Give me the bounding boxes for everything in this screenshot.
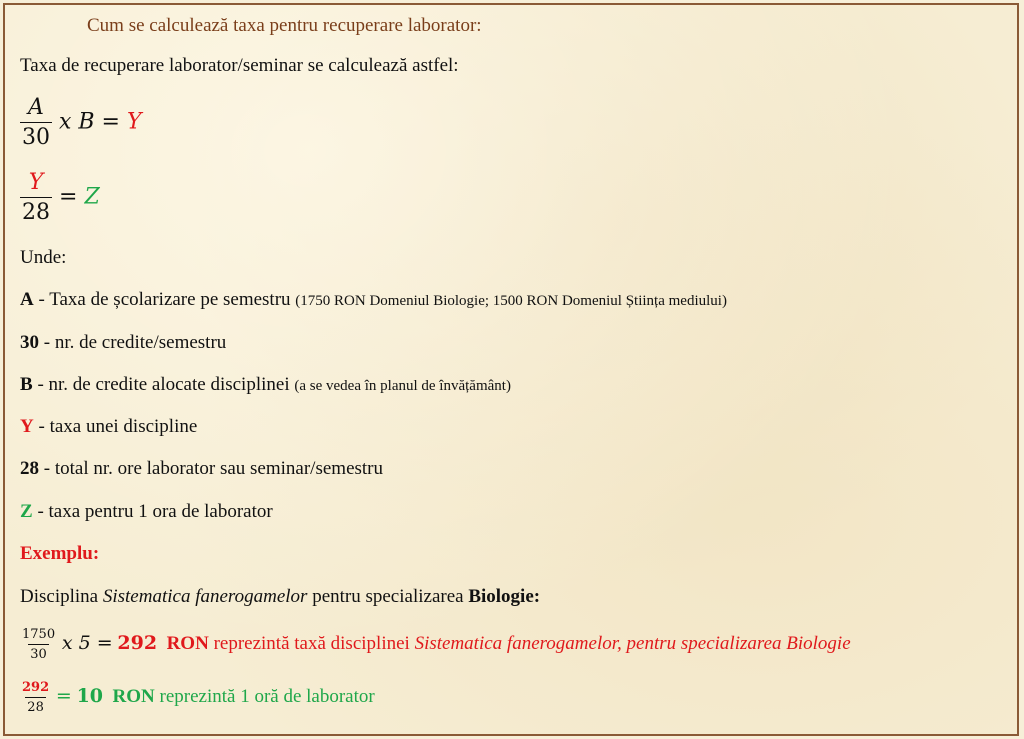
- definition-sep: -: [32, 501, 49, 522]
- fraction-denominator: 30: [20, 122, 52, 150]
- calc-unit: RON: [112, 685, 155, 707]
- unde-label: Unde:: [20, 247, 67, 268]
- calc-unit: RON: [166, 632, 209, 654]
- definition-sep: -: [32, 374, 49, 395]
- definition-key: Y: [20, 416, 34, 437]
- definition-30: [20, 332, 226, 354]
- document-frame: [3, 3, 1019, 736]
- example-heading: Exemplu:: [20, 543, 100, 564]
- definition-text: nr. de credite/semestru: [54, 332, 227, 353]
- definition-text: taxa unei discipline: [49, 416, 198, 437]
- calc-rest: x 5 =: [61, 631, 113, 654]
- fraction-1750-over-30: [20, 627, 57, 662]
- definition-note: (a se vedea în planul de învățământ): [294, 378, 511, 394]
- page-title: Cum se calculează taxa pentru recuperare laborator:: [87, 15, 482, 36]
- definition-key: 28: [20, 458, 39, 479]
- definition-key: A: [20, 289, 34, 310]
- discipline-name: Sistematica fanerogamelor: [102, 586, 308, 607]
- intro-text: Taxa de recuperare laborator/seminar se calculează astfel:: [20, 55, 459, 76]
- fraction-numerator: 292: [22, 680, 50, 695]
- fraction-a-over-30: [20, 95, 52, 150]
- example-calc-1: [20, 627, 851, 662]
- fraction-denominator: 28: [20, 197, 52, 225]
- calc-text-italic: Sistematica fanerogamelor, pentru specializarea Biologie: [414, 632, 851, 654]
- fraction-denominator: 30: [28, 644, 49, 662]
- definition-sep: -: [39, 458, 55, 479]
- example-discipline: [20, 586, 540, 608]
- definition-b: [20, 374, 511, 396]
- definition-key: B: [20, 374, 33, 395]
- definition-text: total nr. ore laborator sau seminar/semestru: [54, 458, 384, 479]
- calc-value: 10: [76, 684, 104, 707]
- definition-key: 30: [20, 332, 39, 353]
- example-calc-2: [20, 680, 375, 715]
- discipline-specialization: Biologie:: [468, 586, 541, 607]
- calc-text: reprezintă taxă disciplinei: [213, 632, 415, 654]
- definition-sep: -: [33, 289, 50, 310]
- fraction-y-over-28: [20, 170, 52, 225]
- definition-y: [20, 416, 197, 438]
- formula-2: [20, 170, 100, 225]
- definition-28: [20, 458, 383, 480]
- formula-rest: x B =: [59, 109, 120, 135]
- definition-sep: -: [39, 332, 55, 353]
- fraction-numerator: Y: [28, 170, 44, 195]
- discipline-prefix: Disciplina: [20, 586, 103, 607]
- fraction-292-over-28: [20, 680, 51, 715]
- calc-text: reprezintă 1 oră de laborator: [159, 685, 375, 707]
- definition-text: taxa pentru 1 ora de laborator: [48, 501, 273, 522]
- fraction-denominator: 28: [25, 697, 46, 715]
- discipline-mid: pentru specializarea: [307, 586, 469, 607]
- fraction-numerator: A: [28, 95, 44, 120]
- definition-key: Z: [20, 501, 33, 522]
- definition-note: (1750 RON Domeniul Biologie; 1500 RON Domeniul Știința mediului): [295, 293, 727, 309]
- definition-text: Taxa de școlarizare pe semestru: [49, 289, 291, 310]
- formula-result-y: Y: [127, 109, 142, 135]
- definition-z: [20, 501, 273, 523]
- fraction-numerator: 1750: [22, 627, 56, 642]
- formula-equals: =: [59, 184, 78, 210]
- definition-a: [20, 289, 727, 311]
- calc-value: 292: [117, 631, 158, 654]
- formula-1: [20, 95, 142, 150]
- definition-sep: -: [33, 416, 50, 437]
- definition-text: nr. de credite alocate disciplinei: [48, 374, 290, 395]
- calc-equals: =: [55, 684, 72, 707]
- formula-result-z: Z: [84, 184, 100, 210]
